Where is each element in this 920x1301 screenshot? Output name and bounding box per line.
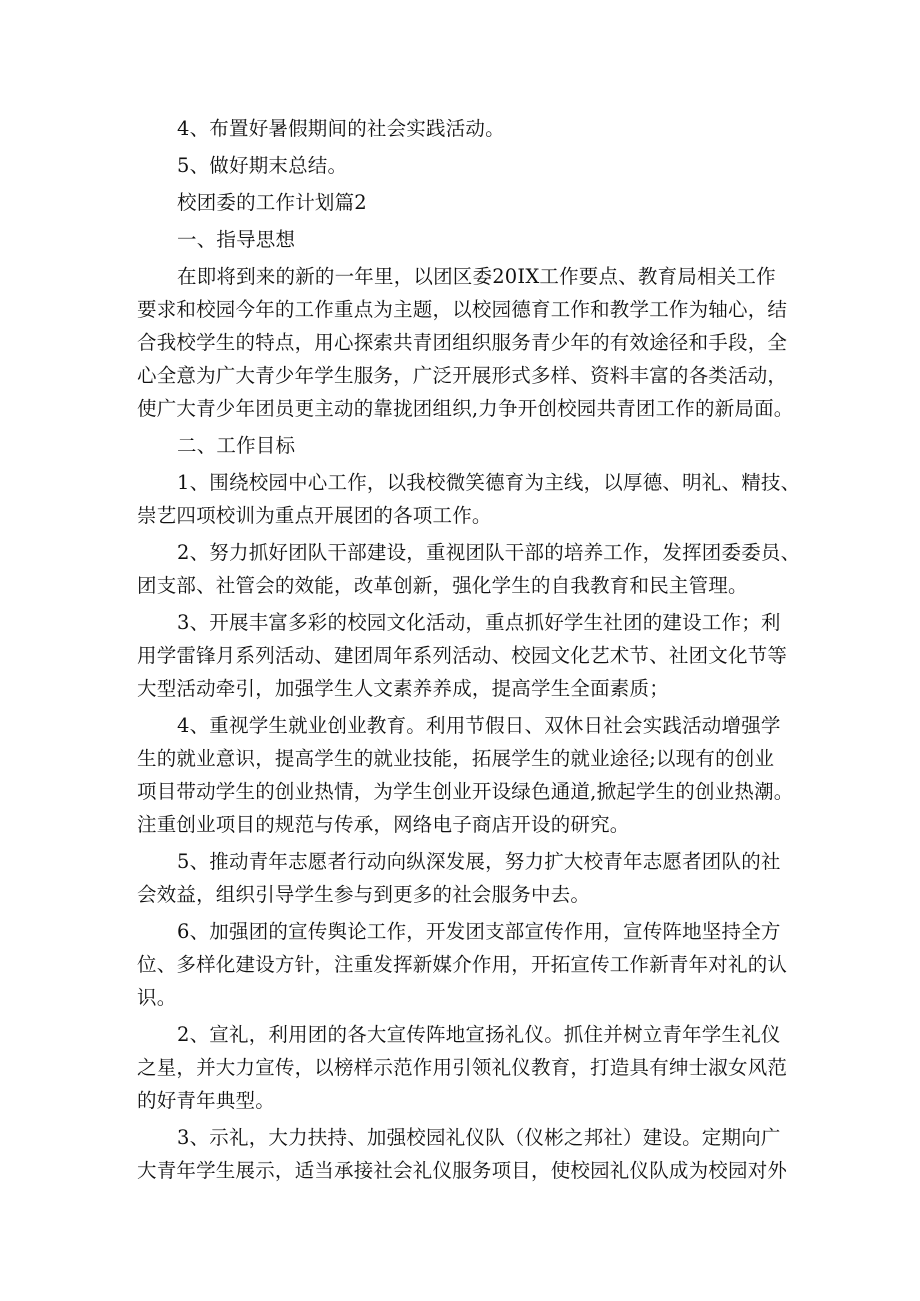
text-line: 在即将到来的新的一年里，以团区委20IX工作要点、教育局相关工作 [177, 265, 776, 288]
document-body [137, 112, 801, 1187]
text-line: 用学雷锋月系列活动、建团周年系列活动、校园文化艺术节、社团文化节等 [137, 644, 788, 667]
text-line: 团支部、社管会的效能，改革创新，强化学生的自我教育和民主管理。 [137, 574, 748, 597]
text-line: 使广大青少年团员更主动的靠拢团组织,力争开创校园共青团工作的新局面。 [137, 397, 794, 420]
text-line: 6、加强团的宣传舆论工作，开发团支部宣传作用，宣传阵地坚持全方 [177, 920, 781, 943]
text-line: 心全意为广大青少年学生服务，广泛开展形式多样、资料丰富的各类活动， [137, 364, 788, 387]
text-line: 3、开展丰富多彩的校园文化活动，重点抓好学生社团的建设工作；利 [177, 611, 781, 634]
text-line: 注重创业项目的规范与传承，网络电子商店开设的研究。 [137, 813, 630, 836]
text-line: 之星，并大力宣传，以榜样示范作用引领礼仪教育，打造具有绅士淑女风范 [137, 1056, 788, 1079]
text-line: 5、推动青年志愿者行动向纵深发展，努力扩大校青年志愿者团队的社 [177, 850, 781, 873]
text-line: 3、示礼，大力扶持、加强校园礼仪队（仪彬之邦社）建设。定期向广 [177, 1126, 781, 1149]
text-line: 位、多样化建设方针，注重发挥新媒介作用，开拓宣传工作新青年对礼的认 [137, 953, 788, 976]
text-line: 大青年学生展示，适当承接社会礼仪服务项目，使校园礼仪队成为校园对外 [137, 1159, 788, 1182]
text-line: 校团委的工作计划篇2 [177, 191, 367, 214]
text-line: 4、重视学生就业创业教育。利用节假日、双休日社会实践活动增强学 [177, 714, 781, 737]
text-line: 5、做好期末总结。 [177, 154, 348, 177]
text-line: 1、围绕校园中心工作，以我校微笑德育为主线，以厚德、明礼、精技、 [177, 471, 801, 494]
text-line: 崇艺四项校训为重点开展团的各项工作。 [137, 504, 492, 527]
text-line: 2、努力抓好团队干部建设，重视团队干部的培养工作，发挥团委委员、 [177, 541, 801, 564]
text-line: 大型活动牵引，加强学生人文素养养成，提高学生全面素质； [137, 677, 669, 700]
text-line: 要求和校园今年的工作重点为主题，以校园德育工作和教学工作为轴心，结 [137, 298, 788, 321]
text-line: 一、指导思想 [177, 228, 296, 251]
text-line: 的好青年典型。 [137, 1089, 275, 1112]
text-line: 生的就业意识，提高学生的就业技能，拓展学生的就业途径;以现有的创业 [137, 747, 775, 770]
text-line: 4、布置好暑假期间的社会实践活动。 [177, 117, 505, 140]
text-line: 合我校学生的特点，用心探索共青团组织服务青少年的有效途径和手段，全 [137, 331, 788, 354]
text-line: 项目带动学生的创业热情，为学生创业开设绿色通道,掀起学生的创业热潮。 [137, 780, 794, 803]
text-line: 2、宣礼，利用团的各大宣传阵地宣扬礼仪。抓住并树立青年学生礼仪 [177, 1023, 781, 1046]
text-line: 会效益，组织引导学生参与到更多的社会服务中去。 [137, 883, 591, 906]
text-line: 识。 [137, 986, 177, 1009]
text-line: 二、工作目标 [177, 434, 296, 457]
